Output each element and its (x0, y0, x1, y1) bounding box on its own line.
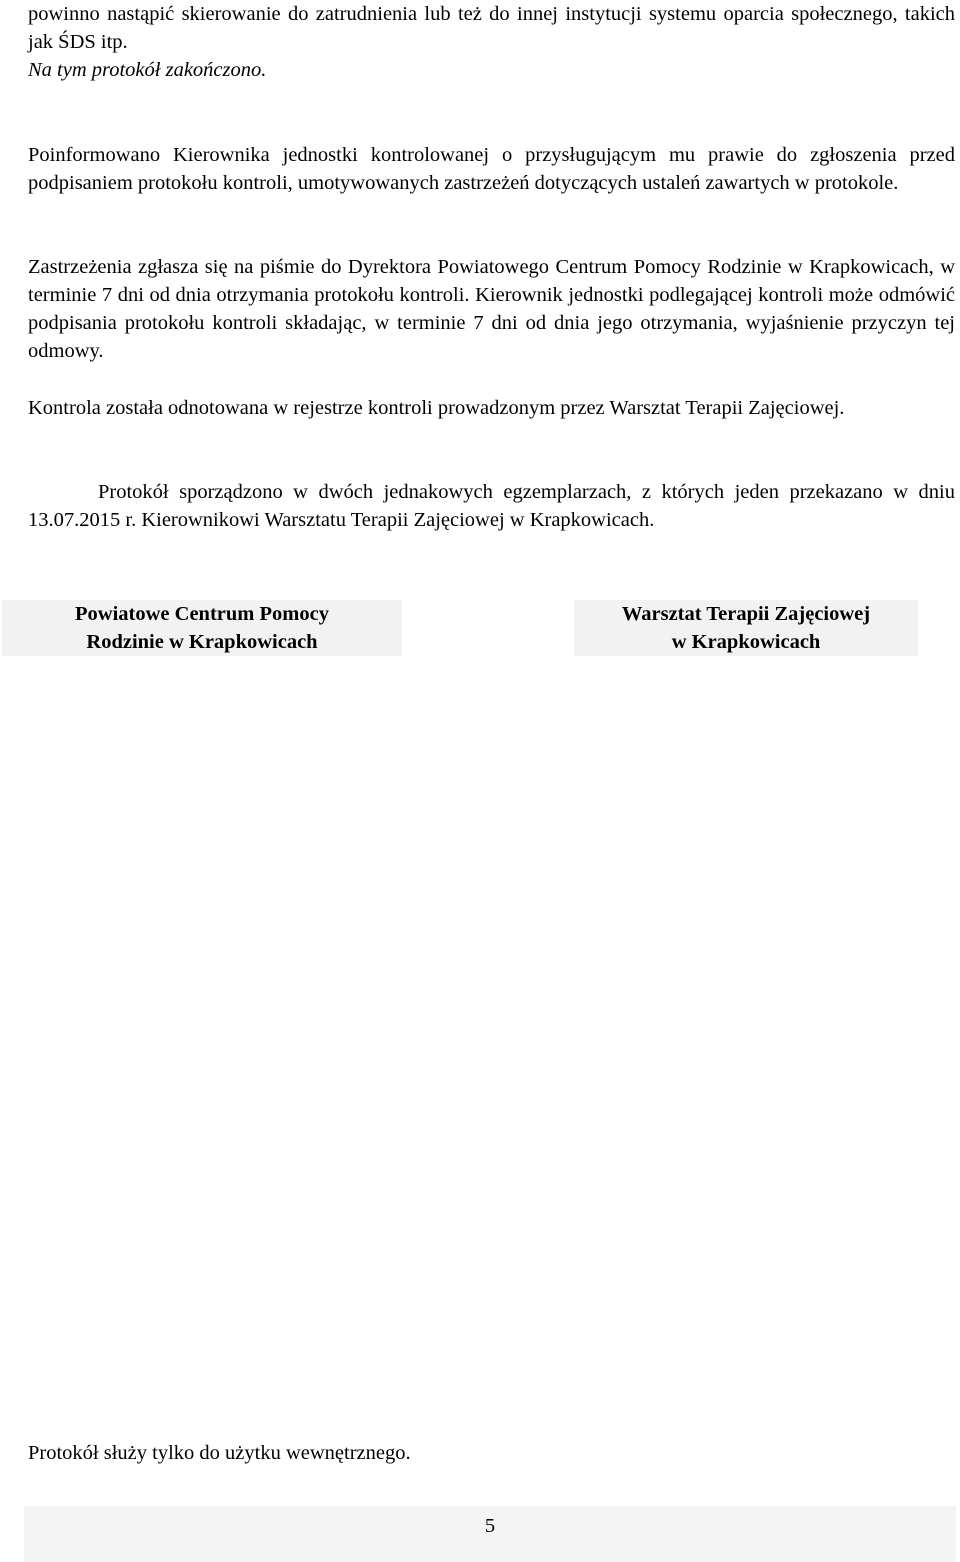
signature-block-right (574, 600, 918, 656)
paragraph-copies: Protokół sporządzono w dwóch jednakowych egzemplarzach, z których jeden przekazano w dniu 13.07.2015 r. Kierownikowi Warsztatu Terapii Zajęciowej w Krapkowicach. (28, 481, 955, 531)
signature-left-line2: Rodzinie w Krapkowicach (86, 631, 318, 653)
signature-block-left (2, 600, 402, 656)
signature-right-line2: w Krapkowicach (671, 631, 821, 653)
footer-note: Protokół służy tylko do użytku wewnętrznego. (28, 1442, 411, 1464)
signature-left-line1: Powiatowe Centrum Pomocy (75, 603, 329, 625)
paragraph-objections: Zastrzeżenia zgłasza się na piśmie do Dyrektora Powiatowego Centrum Pomocy Rodzinie w Krapkowicach, w terminie 7 dni od dnia otrzymania protokołu kontroli. Kierownik jednostki podlegającej kontroli może odmówić podpisania protokołu kontroli składając, w terminie 7 dni od dnia jego otrzymania, wyjaśnienie przyczyn tej odmowy. (28, 256, 955, 362)
paragraph-registry: Kontrola została odnotowana w rejestrze kontroli prowadzonym przez Warsztat Terapii Zajęciowej. (28, 397, 845, 419)
paragraph-notification: Poinformowano Kierownika jednostki kontrolowanej o przysługującym mu prawie do zgłoszenia przed podpisaniem protokołu kontroli, umotywowanych zastrzeżeń dotyczących ustaleń zawartych w protokole. (28, 144, 955, 194)
page-footer (24, 1506, 956, 1562)
page-number: 5 (484, 1515, 496, 1537)
paragraph-continuation: powinno nastąpić skierowanie do zatrudnienia lub też do innej instytucji systemu oparcia społecznego, takich jak ŚDS itp. (28, 3, 955, 53)
signature-right-line1: Warsztat Terapii Zajęciowej (621, 603, 871, 625)
paragraph-closing-statement: Na tym protokół zakończono. (28, 59, 267, 81)
